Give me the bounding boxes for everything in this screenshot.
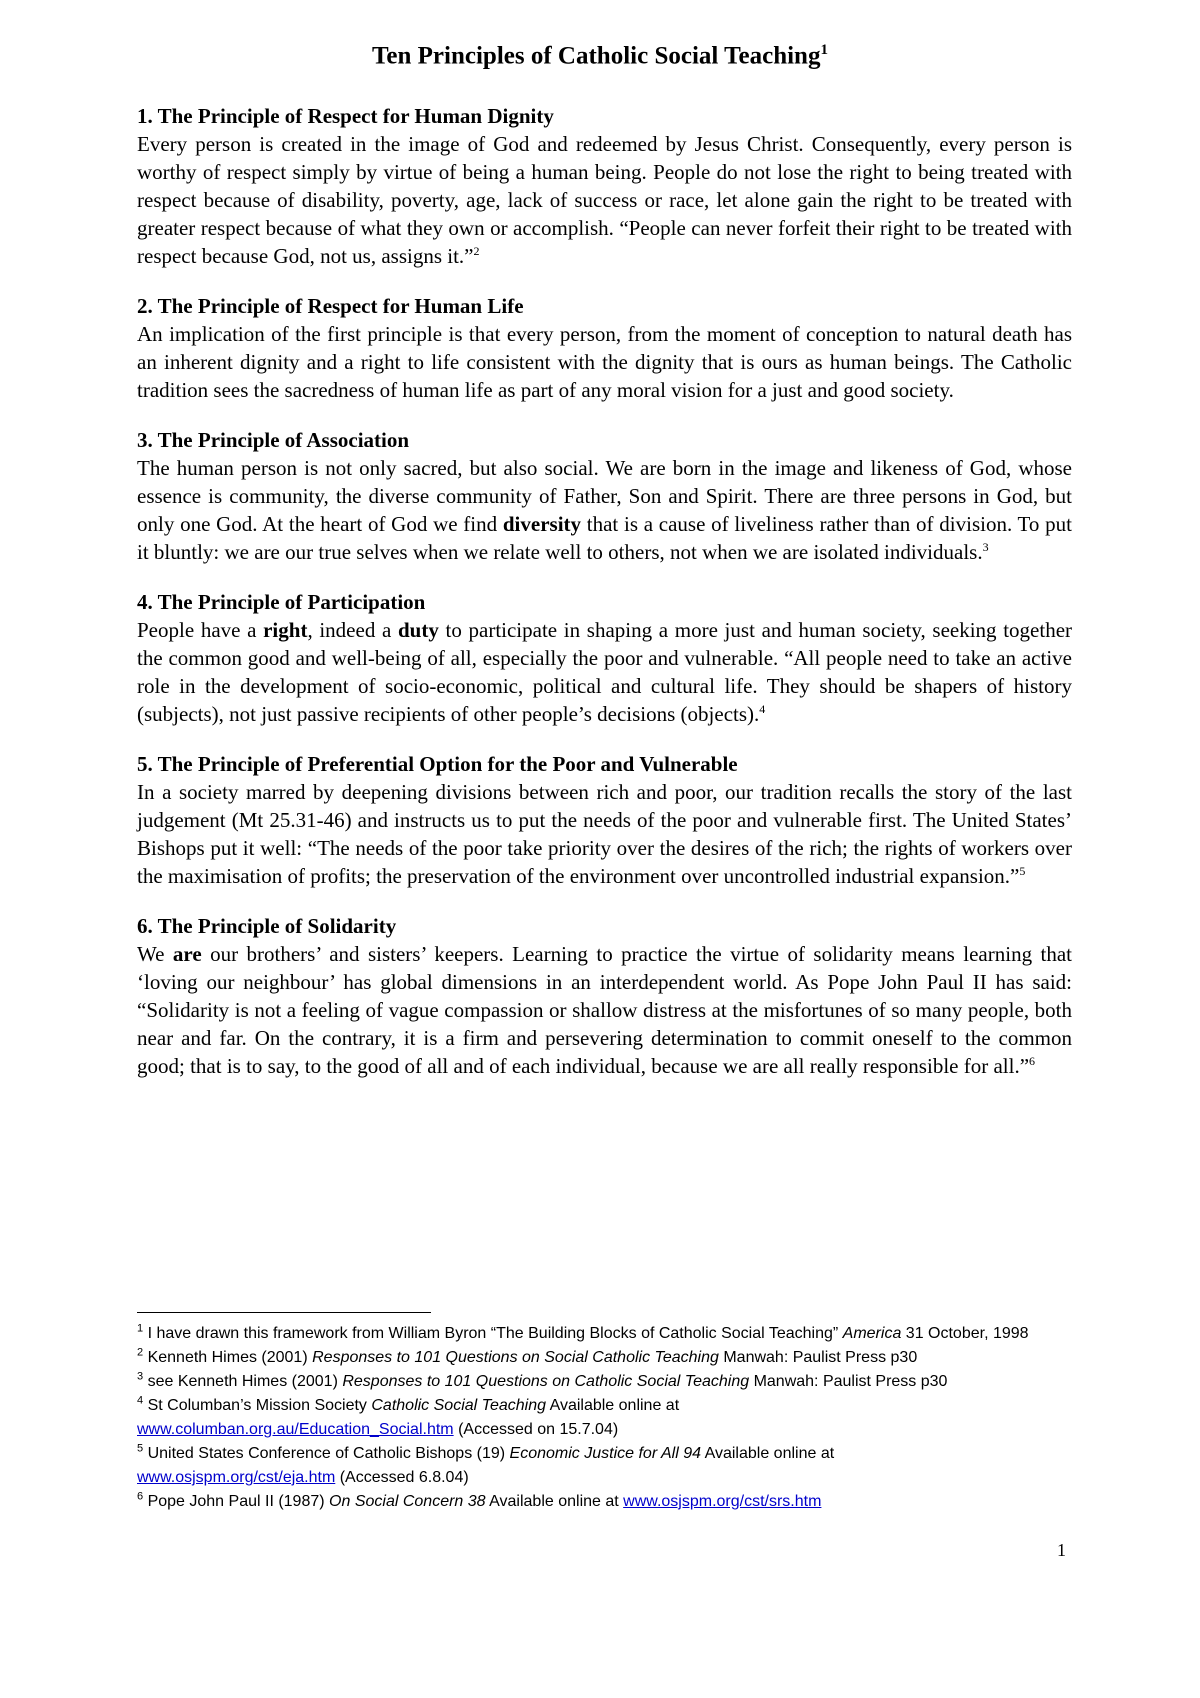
footnote-item <box>137 1370 1072 1394</box>
footnote-text-run: Available online at <box>701 1445 835 1462</box>
footnote-item <box>137 1394 1072 1442</box>
body-text-run: our brothers’ and sisters’ keepers. Learning to practice the virtue of solidarity means learning that ‘loving our neighbour’ has global dimensions in an interdependent world. As Pope John Paul II has said: “Solidarity is not a feeling of vague compassion or shallow distress at the misfortunes of so many people, both near and far. On the contrary, it is a firm and persevering determination to commit oneself to the common good; that is to say, to the good of all and of each individual, because we are all really responsible for all.” <box>137 942 1072 1078</box>
principle-body <box>137 454 1072 566</box>
footnote-text-run: (Accessed on 15.7.04) <box>453 1421 619 1438</box>
footnote-italic-title: Economic Justice for All 94 <box>509 1445 702 1462</box>
footnote-link[interactable]: www.columban.org.au/Education_Social.htm <box>137 1421 454 1438</box>
body-text-run: to participate in shaping a more just and human society, seeking together the common good and well-being of all, especially the poor and vulnerable. “All people need to take an active role in the development of socio-economic, political and cultural life. They should be shapers of history (subjects), not just passive recipients of other people’s decisions (objects). <box>137 618 1073 726</box>
page-number: 1 <box>1057 1540 1066 1560</box>
body-text-run: The human person is not only sacred, but also social. We are born in the image and likeness of God, whose essence is community, the diverse community of Father, Son and Spirit. There are three persons in God, but only one God. At the heart of God we find <box>137 456 1072 536</box>
principle-heading: 5. The Principle of Preferential Option for the Poor and Vulnerable <box>137 752 738 776</box>
title-footnote-ref: 1 <box>820 42 828 58</box>
footnote-ref: 6 <box>1029 1054 1036 1068</box>
footnote-link[interactable]: www.osjspm.org/cst/srs.htm <box>623 1493 822 1510</box>
page-title <box>0 42 1200 70</box>
principle-body <box>137 940 1072 1080</box>
footnote-number: 5 <box>137 1442 144 1455</box>
footnote-text-run: Kenneth Himes (2001) <box>143 1349 313 1366</box>
footnote-item <box>137 1322 1072 1346</box>
footnote-italic-title: Responses to 101 Questions on Social Catholic Teaching <box>312 1349 719 1366</box>
body-bold-run: are <box>172 942 202 966</box>
principle-body <box>137 130 1072 270</box>
footnote-item <box>137 1442 1072 1490</box>
footnote-italic-title: Catholic Social Teaching <box>371 1397 546 1414</box>
body-text-run: , indeed a <box>307 618 398 642</box>
footnote-text-run: Available online at <box>546 1397 680 1414</box>
principle-section <box>137 750 1072 890</box>
body-text-run: In a society marred by deepening divisions between rich and poor, our tradition recalls the story of the last judgement (Mt 25.31-46) and instructs us to put the needs of the poor and vulnerable first. The United States’ Bishops put it well: “The needs of the poor take priority over the desires of the rich; the rights of workers over the maximisation of profits; the preservation of the environment over uncontrolled industrial expansion.” <box>137 780 1072 888</box>
footnote-text-run: Pope John Paul II (1987) <box>143 1493 330 1510</box>
footnote-ref: 5 <box>1019 864 1026 878</box>
principle-heading: 6. The Principle of Solidarity <box>137 914 397 938</box>
footnote-item <box>137 1490 1072 1514</box>
footnote-text-run: St Columban’s Mission Society <box>143 1397 372 1414</box>
footnote-number: 4 <box>137 1394 144 1407</box>
footnote-italic-title: Responses to 101 Questions on Catholic Social Teaching <box>342 1373 750 1390</box>
body-text-run: Every person is created in the image of God and redeemed by Jesus Christ. Consequently, every person is worthy of respect simply by virtue of being a human being. People do not lose the right to being treated with respect because of disability, poverty, age, lack of success or race, let alone gain the right to be treated with greater respect because of what they own or accomplish. “People can never forfeit their right to be treated with respect because God, not us, assigns it.” <box>137 132 1072 268</box>
footnote-italic-title: On Social Concern 38 <box>329 1493 486 1510</box>
body-text-run: An implication of the first principle is that every person, from the moment of conception to natural death has an inherent dignity and a right to life consistent with the dignity that is ours as human beings. The Catholic tradition sees the sacredness of human life as part of any moral vision for a just and good society. <box>137 322 1072 402</box>
footnote-number: 2 <box>137 1346 144 1359</box>
principle-section <box>137 102 1072 270</box>
principle-section <box>137 426 1072 566</box>
principle-section <box>137 912 1072 1080</box>
title-text: Ten Principles of Catholic Social Teaching <box>372 42 821 70</box>
footnote-ref: 4 <box>759 702 766 716</box>
body-bold-run: diversity <box>502 512 582 536</box>
footnotes <box>137 1322 1072 1514</box>
footnote-number: 6 <box>137 1490 144 1503</box>
body-text-run: that is a cause of liveliness rather than of division. To put it bluntly: we are our true selves when we relate well to others, not when we are isolated individuals. <box>137 512 1072 564</box>
body-text-run: We <box>137 942 173 966</box>
footnote-link[interactable]: www.osjspm.org/cst/eja.htm <box>137 1469 336 1486</box>
principle-heading: 4. The Principle of Participation <box>137 590 426 614</box>
footnote-ref: 2 <box>473 244 480 258</box>
principle-body <box>137 778 1072 890</box>
footnote-text-run: 31 October, 1998 <box>901 1325 1029 1342</box>
footnote-text-run: (Accessed 6.8.04) <box>335 1469 469 1486</box>
principle-body <box>137 320 1072 404</box>
principle-heading: 2. The Principle of Respect for Human Life <box>137 294 524 318</box>
body-bold-run: duty <box>397 618 439 642</box>
principle-section <box>137 292 1072 404</box>
footnote-text-run: see Kenneth Himes (2001) <box>143 1373 343 1390</box>
footnote-item <box>137 1346 1072 1370</box>
principle-heading: 1. The Principle of Respect for Human Dignity <box>137 104 554 128</box>
footnote-divider <box>137 1312 431 1313</box>
principle-heading: 3. The Principle of Association <box>137 428 410 452</box>
footnote-text-run: Manwah: Paulist Press p30 <box>749 1373 948 1390</box>
footnote-text-run: United States Conference of Catholic Bishops (19) <box>143 1445 510 1462</box>
footnote-italic-title: America <box>842 1325 902 1342</box>
principle-section <box>137 588 1072 728</box>
body-column <box>137 102 1072 1102</box>
footnote-number: 1 <box>137 1322 144 1335</box>
footnote-ref: 3 <box>982 540 989 554</box>
body-bold-run: right <box>263 618 308 642</box>
principle-body <box>137 616 1072 728</box>
footnote-text-run: Available online at <box>485 1493 624 1510</box>
body-text-run: People have a <box>137 618 264 642</box>
footnote-number: 3 <box>137 1370 144 1383</box>
footnote-text-run: I have drawn this framework from William Byron “The Building Blocks of Catholic Social Teaching” <box>143 1325 843 1342</box>
footnote-text-run: Manwah: Paulist Press p30 <box>718 1349 918 1366</box>
